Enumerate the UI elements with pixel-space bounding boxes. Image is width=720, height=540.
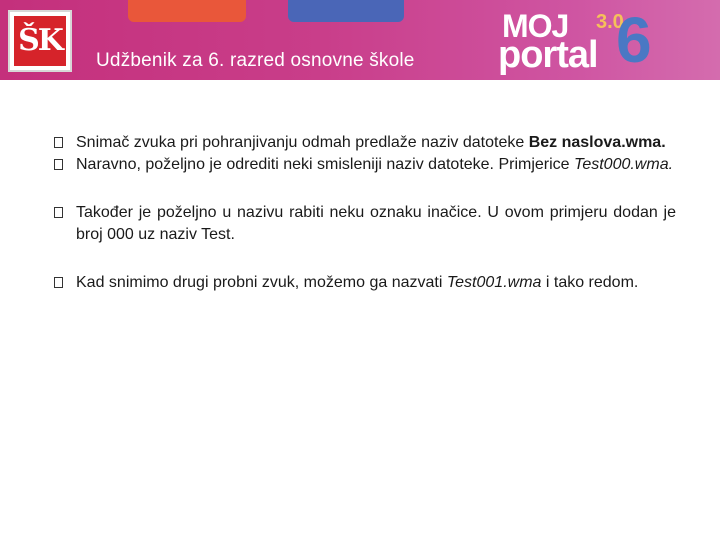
square-bullet-icon bbox=[54, 277, 63, 288]
square-bullet-icon bbox=[54, 137, 63, 148]
brand-portal-text: portal bbox=[498, 34, 598, 76]
slide-content bbox=[54, 132, 676, 294]
square-bullet-icon bbox=[54, 159, 63, 170]
bullet-italic-text: Test000.wma. bbox=[574, 156, 674, 173]
brand-moj-text: MOJ bbox=[502, 8, 569, 44]
bullet-text: Naravno, poželjno je odrediti neki smisleniji naziv datoteke. Primjerice bbox=[76, 156, 575, 173]
bullet-item bbox=[54, 272, 676, 294]
bullet-item bbox=[54, 132, 676, 154]
bullet-tail-text: i tako redom. bbox=[541, 274, 639, 291]
moj-portal-logo bbox=[498, 6, 718, 78]
brand-version-text: 3.0 bbox=[596, 11, 624, 33]
header-banner bbox=[0, 0, 720, 80]
textbook-subtitle: Udžbenik za 6. razred osnovne škole bbox=[96, 50, 415, 71]
bullet-italic-text: Test001.wma bbox=[446, 274, 542, 291]
publisher-logo-text: ŠK bbox=[18, 23, 62, 58]
bullet-item bbox=[54, 202, 676, 246]
brand-grade-number: 6 bbox=[616, 4, 652, 76]
publisher-logo bbox=[8, 10, 72, 72]
bullet-item bbox=[54, 154, 676, 176]
bullet-text: Također je poželjno u nazivu rabiti neku oznaku inačice. U ovom primjeru dodan je broj 000 uz naziv Test. bbox=[76, 204, 676, 243]
blue-tab-tile bbox=[288, 0, 404, 22]
publisher-logo-mark bbox=[14, 16, 66, 66]
bullet-bold-text: Bez naslova.wma. bbox=[528, 134, 666, 151]
bullet-text: Snimač zvuka pri pohranjivanju odmah predlaže naziv datoteke bbox=[76, 134, 529, 151]
square-bullet-icon bbox=[54, 207, 63, 218]
orange-tab-tile bbox=[128, 0, 246, 22]
bullet-text: Kad snimimo drugi probni zvuk, možemo ga nazvati bbox=[76, 274, 447, 291]
